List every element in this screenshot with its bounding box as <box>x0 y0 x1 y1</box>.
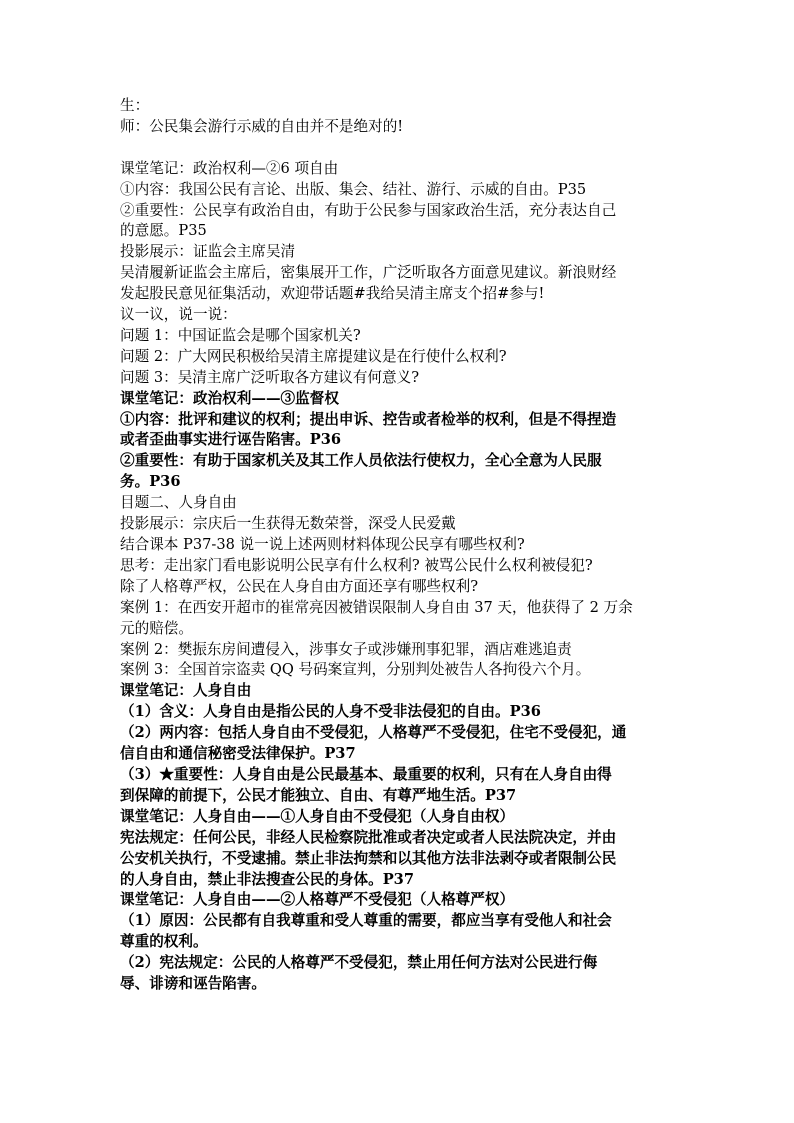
blank-line <box>120 138 680 159</box>
text-line: （2）两内容：包括人身自由不受侵犯，人格尊严不受侵犯，住宅不受侵犯，通 <box>120 724 627 742</box>
text-line: 思考：走出家门看电影说明公民享有什么权利? 被骂公民什么权利被侵犯? <box>120 556 593 574</box>
text-line: 辱、诽谤和诬告陷害。 <box>120 975 266 993</box>
text-line: 生： <box>120 97 150 114</box>
text-line: 的意愿。P35 <box>120 222 207 240</box>
section-heading: 目题二、人身自由 <box>120 494 237 512</box>
case-line: 案例 2：樊振东房间遭侵入，涉事女子或涉嫌刑事犯罪，酒店难逃追责 <box>120 640 572 658</box>
note-heading: 课堂笔记：政治权利——③监督权 <box>120 389 339 407</box>
text-line: 务。P36 <box>120 473 181 491</box>
question-line: 问题 2：广大网民积极给吴清主席提建议是在行使什么权利? <box>120 347 507 365</box>
note-heading: 课堂笔记：人身自由 <box>120 682 252 700</box>
text-line: ①内容：批评和建议的权利；提出申诉、控告或者检举的权利，但是不得捏造 <box>120 410 617 428</box>
text-line: （1）原因：公民都有自我尊重和受人尊重的需要，都应当享有受他人和社会 <box>120 912 612 930</box>
text-line: （3）★重要性：人身自由是公民最基本、最重要的权利，只有在人身自由得 <box>120 765 612 783</box>
question-line: 问题 1：中国证监会是哪个国家机关? <box>120 326 361 344</box>
note-heading: 课堂笔记：人身自由——②人格尊严不受侵犯（人格尊严权） <box>120 891 515 909</box>
note-heading: 课堂笔记：政治权利—②6 项自由 <box>120 159 339 177</box>
text-line: 吴清履新证监会主席后，密集展开工作，广泛听取各方面意见建议。新浪财经 <box>120 264 617 282</box>
text-line: 议一议，说一说： <box>120 306 237 324</box>
text-line: 到保障的前提下，公民才能独立、自由、有尊严地生活。P37 <box>120 786 517 804</box>
text-line: 投影展示：宗庆后一生获得无数荣誉，深受人民爱戴 <box>120 515 456 533</box>
text-line: 结合课本 P37-38 说一说上述两则材料体现公民享有哪些权利? <box>120 536 525 554</box>
case-line: 案例 1：在西安开超市的崔常亮因被错误限制人身自由 37 天，他获得了 2 万余 <box>120 598 633 616</box>
text-line: ②重要性：有助于国家机关及其工作人员依法行使权力，全心全意为人民服 <box>120 452 602 470</box>
document-page <box>120 96 680 995</box>
note-heading: 课堂笔记：人身自由——①人身自由不受侵犯（人身自由权） <box>120 807 515 825</box>
text-line: 尊重的权利。 <box>120 933 208 951</box>
text-line: （1）含义：人身自由是指公民的人身不受非法侵犯的自由。P36 <box>120 703 541 721</box>
text-line: 发起股民意见征集活动，欢迎带话题#我给吴清主席支个招#参与! <box>120 285 545 303</box>
question-line: 问题 3：吴清主席广泛听取各方建议有何意义? <box>120 368 420 386</box>
text-line: 投影展示：证监会主席吴清 <box>120 243 296 261</box>
text-line: 或者歪曲事实进行诬告陷害。P36 <box>120 431 342 449</box>
text-line: 宪法规定：任何公民，非经人民检察院批准或者决定或者人民法院决定，并由 <box>120 828 617 846</box>
case-line: 案例 3：全国首宗盗卖 QQ 号码案宣判，分别判处被告人各拘役六个月。 <box>120 661 591 679</box>
text-line: ①内容：我国公民有言论、出版、集会、结社、游行、示威的自由。P35 <box>120 180 587 198</box>
text-line: ②重要性：公民享有政治自由，有助于公民参与国家政治生活，充分表达自己 <box>120 201 617 219</box>
text-line: 除了人格尊严权，公民在人身自由方面还享有哪些权利? <box>120 577 479 595</box>
text-line: 信自由和通信秘密受法律保护。P37 <box>120 745 356 763</box>
text-line: （2）宪法规定：公民的人格尊严不受侵犯，禁止用任何方法对公民进行侮 <box>120 954 598 972</box>
case-line: 元的赔偿。 <box>120 619 193 637</box>
text-line: 的人身自由，禁止非法搜查公民的身体。P37 <box>120 870 414 888</box>
text-line: 师：公民集会游行示威的自由并不是绝对的! <box>120 117 404 135</box>
text-line: 公安机关执行，不受逮捕。禁止非法拘禁和以其他方法非法剥夺或者限制公民 <box>120 849 617 867</box>
